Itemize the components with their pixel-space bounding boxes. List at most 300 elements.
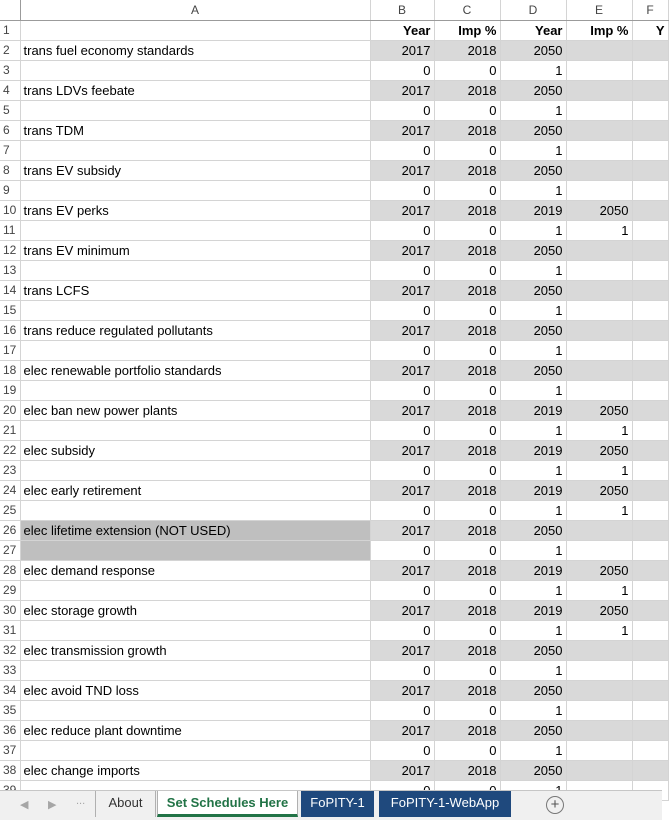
label-cell[interactable]: trans fuel economy standards xyxy=(20,40,370,60)
value-cell[interactable]: 2017 xyxy=(370,40,434,60)
value-cell[interactable]: 0 xyxy=(434,460,500,480)
label-cell[interactable] xyxy=(20,380,370,400)
row-number[interactable]: 30 xyxy=(0,600,20,620)
value-cell[interactable]: 0 xyxy=(434,420,500,440)
value-cell[interactable]: 2019 xyxy=(500,400,566,420)
value-cell[interactable]: 0 xyxy=(370,620,434,640)
row-number[interactable]: 35 xyxy=(0,700,20,720)
add-sheet-icon[interactable]: + xyxy=(546,796,564,814)
table-row xyxy=(0,440,668,460)
row-number[interactable]: 15 xyxy=(0,300,20,320)
label-cell[interactable]: elec ban new power plants xyxy=(20,400,370,420)
row-number[interactable]: 27 xyxy=(0,540,20,560)
tab-set-schedules-here[interactable]: Set Schedules Here xyxy=(157,791,298,817)
value-cell[interactable] xyxy=(632,720,668,740)
cell[interactable]: Y xyxy=(632,20,668,40)
value-cell[interactable]: 0 xyxy=(370,420,434,440)
value-cell[interactable]: 2050 xyxy=(566,440,632,460)
value-cell[interactable]: 2050 xyxy=(500,120,566,140)
value-cell[interactable]: 2018 xyxy=(434,480,500,500)
value-cell[interactable] xyxy=(632,420,668,440)
row-number[interactable]: 18 xyxy=(0,360,20,380)
value-cell[interactable]: 0 xyxy=(434,220,500,240)
value-cell[interactable]: 2018 xyxy=(434,240,500,260)
value-cell[interactable]: 2050 xyxy=(500,520,566,540)
value-cell[interactable] xyxy=(632,140,668,160)
value-cell[interactable]: 2017 xyxy=(370,400,434,420)
label-cell[interactable]: elec transmission growth xyxy=(20,640,370,660)
row-number[interactable]: 34 xyxy=(0,680,20,700)
value-cell[interactable] xyxy=(566,140,632,160)
value-cell[interactable]: 2017 xyxy=(370,320,434,340)
column-header-b[interactable]: B xyxy=(370,0,434,20)
value-cell[interactable] xyxy=(632,540,668,560)
row-number[interactable]: 8 xyxy=(0,160,20,180)
tab-fopity-1[interactable]: FoPITY-1 xyxy=(301,791,374,817)
value-cell[interactable] xyxy=(566,280,632,300)
cell[interactable]: Imp % xyxy=(566,20,632,40)
value-cell[interactable]: 2050 xyxy=(566,400,632,420)
value-cell[interactable] xyxy=(566,320,632,340)
value-cell[interactable] xyxy=(566,340,632,360)
value-cell[interactable] xyxy=(566,60,632,80)
value-cell[interactable]: 2018 xyxy=(434,320,500,340)
value-cell[interactable] xyxy=(632,40,668,60)
row-number[interactable]: 17 xyxy=(0,340,20,360)
value-cell[interactable]: 1 xyxy=(500,580,566,600)
label-cell[interactable] xyxy=(20,420,370,440)
label-cell[interactable] xyxy=(20,220,370,240)
label-cell[interactable]: trans EV perks xyxy=(20,200,370,220)
value-cell[interactable] xyxy=(566,720,632,740)
value-cell[interactable]: 0 xyxy=(370,140,434,160)
value-cell[interactable] xyxy=(566,100,632,120)
more-tabs-ellipsis[interactable]: ... xyxy=(76,795,86,807)
value-cell[interactable]: 2018 xyxy=(434,40,500,60)
value-cell[interactable] xyxy=(632,300,668,320)
label-cell[interactable] xyxy=(20,140,370,160)
value-cell[interactable]: 2050 xyxy=(566,200,632,220)
value-cell[interactable] xyxy=(632,380,668,400)
label-cell[interactable]: trans EV subsidy xyxy=(20,160,370,180)
label-cell[interactable]: trans reduce regulated pollutants xyxy=(20,320,370,340)
value-cell[interactable]: 1 xyxy=(500,740,566,760)
label-cell[interactable] xyxy=(20,60,370,80)
value-cell[interactable]: 2019 xyxy=(500,200,566,220)
row-number[interactable]: 28 xyxy=(0,560,20,580)
value-cell[interactable]: 2017 xyxy=(370,80,434,100)
value-cell[interactable] xyxy=(632,760,668,780)
value-cell[interactable]: 2018 xyxy=(434,160,500,180)
label-cell[interactable] xyxy=(20,620,370,640)
value-cell[interactable]: 2018 xyxy=(434,280,500,300)
value-cell[interactable]: 2018 xyxy=(434,120,500,140)
row-number[interactable]: 20 xyxy=(0,400,20,420)
value-cell[interactable] xyxy=(632,120,668,140)
value-cell[interactable]: 0 xyxy=(370,340,434,360)
table-row xyxy=(0,320,668,340)
value-cell[interactable]: 1 xyxy=(566,500,632,520)
value-cell[interactable]: 1 xyxy=(500,460,566,480)
row-number[interactable]: 1 xyxy=(0,20,20,40)
value-cell[interactable]: 1 xyxy=(500,660,566,680)
value-cell[interactable]: 1 xyxy=(500,180,566,200)
value-cell[interactable] xyxy=(632,500,668,520)
value-cell[interactable]: 1 xyxy=(500,100,566,120)
row-number[interactable]: 9 xyxy=(0,180,20,200)
value-cell[interactable] xyxy=(632,560,668,580)
row-number[interactable]: 29 xyxy=(0,580,20,600)
value-cell[interactable] xyxy=(566,300,632,320)
value-cell[interactable]: 2018 xyxy=(434,680,500,700)
value-cell[interactable] xyxy=(632,100,668,120)
cell[interactable]: Imp % xyxy=(434,20,500,40)
value-cell[interactable]: 0 xyxy=(370,100,434,120)
value-cell[interactable]: 2017 xyxy=(370,640,434,660)
value-cell[interactable]: 1 xyxy=(500,60,566,80)
table-row xyxy=(0,580,668,600)
value-cell[interactable] xyxy=(632,660,668,680)
value-cell[interactable]: 0 xyxy=(434,500,500,520)
label-cell[interactable]: elec demand response xyxy=(20,560,370,580)
row-number[interactable]: 7 xyxy=(0,140,20,160)
value-cell[interactable] xyxy=(632,220,668,240)
value-cell[interactable]: 2050 xyxy=(500,360,566,380)
value-cell[interactable]: 2017 xyxy=(370,120,434,140)
value-cell[interactable]: 0 xyxy=(370,300,434,320)
value-cell[interactable]: 0 xyxy=(370,580,434,600)
value-cell[interactable] xyxy=(632,680,668,700)
column-header-row xyxy=(0,0,668,20)
label-cell[interactable] xyxy=(20,740,370,760)
value-cell[interactable] xyxy=(566,360,632,380)
value-cell[interactable]: 1 xyxy=(500,420,566,440)
value-cell[interactable] xyxy=(566,180,632,200)
value-cell[interactable]: 0 xyxy=(434,300,500,320)
table-row xyxy=(0,300,668,320)
value-cell[interactable] xyxy=(632,180,668,200)
value-cell[interactable]: 2018 xyxy=(434,80,500,100)
column-header-c[interactable]: C xyxy=(434,0,500,20)
value-cell[interactable]: 0 xyxy=(370,500,434,520)
tab-about[interactable]: About xyxy=(95,791,156,817)
value-cell[interactable]: 2018 xyxy=(434,600,500,620)
table-row xyxy=(0,720,668,740)
value-cell[interactable] xyxy=(566,260,632,280)
value-cell[interactable] xyxy=(566,760,632,780)
value-cell[interactable]: 0 xyxy=(370,260,434,280)
value-cell[interactable]: 1 xyxy=(566,220,632,240)
value-cell[interactable]: 1 xyxy=(500,700,566,720)
table-row xyxy=(0,20,668,40)
label-cell[interactable]: elec early retirement xyxy=(20,480,370,500)
value-cell[interactable]: 2050 xyxy=(500,640,566,660)
value-cell[interactable] xyxy=(632,400,668,420)
value-cell[interactable]: 0 xyxy=(434,740,500,760)
table-row xyxy=(0,340,668,360)
value-cell[interactable]: 0 xyxy=(370,740,434,760)
value-cell[interactable]: 2018 xyxy=(434,760,500,780)
value-cell[interactable] xyxy=(632,260,668,280)
label-cell[interactable]: elec subsidy xyxy=(20,440,370,460)
value-cell[interactable] xyxy=(632,480,668,500)
row-number[interactable]: 13 xyxy=(0,260,20,280)
value-cell[interactable]: 2050 xyxy=(500,680,566,700)
value-cell[interactable]: 2019 xyxy=(500,440,566,460)
value-cell[interactable] xyxy=(632,700,668,720)
value-cell[interactable] xyxy=(566,80,632,100)
value-cell[interactable] xyxy=(632,280,668,300)
label-cell[interactable]: elec avoid TND loss xyxy=(20,680,370,700)
table-row xyxy=(0,160,668,180)
label-cell[interactable] xyxy=(20,540,370,560)
value-cell[interactable]: 2017 xyxy=(370,600,434,620)
value-cell[interactable]: 2050 xyxy=(500,40,566,60)
value-cell[interactable] xyxy=(566,120,632,140)
value-cell[interactable] xyxy=(632,740,668,760)
row-number[interactable]: 21 xyxy=(0,420,20,440)
value-cell[interactable]: 2018 xyxy=(434,200,500,220)
value-cell[interactable]: 0 xyxy=(370,180,434,200)
value-cell[interactable]: 2018 xyxy=(434,720,500,740)
value-cell[interactable]: 1 xyxy=(500,380,566,400)
value-cell[interactable] xyxy=(566,640,632,660)
value-cell[interactable]: 1 xyxy=(500,140,566,160)
value-cell[interactable]: 2050 xyxy=(500,760,566,780)
row-number[interactable]: 32 xyxy=(0,640,20,660)
label-cell[interactable]: trans EV minimum xyxy=(20,240,370,260)
value-cell[interactable] xyxy=(632,460,668,480)
value-cell[interactable]: 2019 xyxy=(500,560,566,580)
row-number[interactable]: 23 xyxy=(0,460,20,480)
value-cell[interactable]: 1 xyxy=(500,500,566,520)
row-number[interactable]: 4 xyxy=(0,80,20,100)
label-cell[interactable] xyxy=(20,580,370,600)
value-cell[interactable]: 2018 xyxy=(434,440,500,460)
row-number[interactable]: 31 xyxy=(0,620,20,640)
value-cell[interactable]: 2017 xyxy=(370,280,434,300)
value-cell[interactable]: 2017 xyxy=(370,760,434,780)
value-cell[interactable]: 2050 xyxy=(500,320,566,340)
value-cell[interactable] xyxy=(566,40,632,60)
label-cell[interactable] xyxy=(20,460,370,480)
cell[interactable]: Year xyxy=(500,20,566,40)
value-cell[interactable]: 2050 xyxy=(500,280,566,300)
value-cell[interactable] xyxy=(566,380,632,400)
tab-fopity-1-webapp[interactable]: FoPITY-1-WebApp xyxy=(379,791,511,817)
row-number[interactable]: 2 xyxy=(0,40,20,60)
value-cell[interactable]: 2050 xyxy=(566,480,632,500)
table-row xyxy=(0,600,668,620)
value-cell[interactable]: 1 xyxy=(500,220,566,240)
value-cell[interactable] xyxy=(566,540,632,560)
table-row xyxy=(0,760,668,780)
value-cell[interactable]: 2017 xyxy=(370,360,434,380)
value-cell[interactable]: 0 xyxy=(434,60,500,80)
label-cell[interactable] xyxy=(20,180,370,200)
label-cell[interactable] xyxy=(20,660,370,680)
row-number[interactable]: 38 xyxy=(0,760,20,780)
value-cell[interactable] xyxy=(632,620,668,640)
value-cell[interactable]: 2019 xyxy=(500,600,566,620)
value-cell[interactable] xyxy=(632,580,668,600)
label-cell[interactable] xyxy=(20,500,370,520)
value-cell[interactable] xyxy=(566,680,632,700)
value-cell[interactable] xyxy=(566,160,632,180)
value-cell[interactable]: 0 xyxy=(434,180,500,200)
row-number[interactable]: 10 xyxy=(0,200,20,220)
value-cell[interactable]: 0 xyxy=(434,100,500,120)
value-cell[interactable]: 2017 xyxy=(370,160,434,180)
scroll-tabs-left-icon[interactable]: ◀ xyxy=(20,799,29,811)
label-cell[interactable] xyxy=(20,700,370,720)
value-cell[interactable]: 2017 xyxy=(370,560,434,580)
value-cell[interactable]: 2017 xyxy=(370,720,434,740)
table-row xyxy=(0,420,668,440)
value-cell[interactable]: 2017 xyxy=(370,200,434,220)
table-row xyxy=(0,100,668,120)
scroll-tabs-right-icon[interactable]: ▶ xyxy=(48,799,57,811)
value-cell[interactable]: 2018 xyxy=(434,640,500,660)
label-cell[interactable] xyxy=(20,260,370,280)
value-cell[interactable] xyxy=(566,740,632,760)
value-cell[interactable]: 0 xyxy=(434,260,500,280)
row-number[interactable]: 24 xyxy=(0,480,20,500)
value-cell[interactable] xyxy=(566,240,632,260)
cell[interactable]: Year xyxy=(370,20,434,40)
value-cell[interactable]: 2017 xyxy=(370,240,434,260)
value-cell[interactable]: 1 xyxy=(500,340,566,360)
row-number[interactable]: 19 xyxy=(0,380,20,400)
value-cell[interactable] xyxy=(632,440,668,460)
label-cell[interactable] xyxy=(20,300,370,320)
value-cell[interactable]: 2018 xyxy=(434,400,500,420)
value-cell[interactable]: 1 xyxy=(566,580,632,600)
value-cell[interactable]: 2050 xyxy=(500,160,566,180)
value-cell[interactable]: 1 xyxy=(500,540,566,560)
value-cell[interactable]: 2018 xyxy=(434,560,500,580)
value-cell[interactable]: 0 xyxy=(434,140,500,160)
value-cell[interactable]: 2017 xyxy=(370,440,434,460)
value-cell[interactable] xyxy=(632,240,668,260)
label-cell[interactable]: elec storage growth xyxy=(20,600,370,620)
row-number[interactable]: 5 xyxy=(0,100,20,120)
column-header-a[interactable]: A xyxy=(20,0,370,20)
label-cell[interactable] xyxy=(20,340,370,360)
label-cell[interactable]: elec change imports xyxy=(20,760,370,780)
label-cell[interactable]: elec lifetime extension (NOT USED) xyxy=(20,520,370,540)
value-cell[interactable] xyxy=(632,60,668,80)
label-cell[interactable]: trans LCFS xyxy=(20,280,370,300)
value-cell[interactable] xyxy=(632,360,668,380)
value-cell[interactable]: 0 xyxy=(370,700,434,720)
select-all-corner[interactable] xyxy=(0,0,20,20)
value-cell[interactable] xyxy=(632,640,668,660)
value-cell[interactable]: 2017 xyxy=(370,680,434,700)
table-row xyxy=(0,260,668,280)
table-row xyxy=(0,360,668,380)
value-cell[interactable] xyxy=(566,660,632,680)
value-cell[interactable] xyxy=(632,520,668,540)
value-cell[interactable]: 1 xyxy=(500,620,566,640)
table-row xyxy=(0,380,668,400)
value-cell[interactable]: 0 xyxy=(370,460,434,480)
row-number[interactable]: 26 xyxy=(0,520,20,540)
row-number[interactable]: 37 xyxy=(0,740,20,760)
value-cell[interactable] xyxy=(632,320,668,340)
value-cell[interactable] xyxy=(632,160,668,180)
label-cell[interactable]: trans TDM xyxy=(20,120,370,140)
value-cell[interactable]: 0 xyxy=(434,660,500,680)
value-cell[interactable]: 1 xyxy=(566,620,632,640)
value-cell[interactable]: 2050 xyxy=(500,240,566,260)
value-cell[interactable]: 0 xyxy=(370,540,434,560)
row-number[interactable]: 3 xyxy=(0,60,20,80)
value-cell[interactable]: 0 xyxy=(434,380,500,400)
column-header-f[interactable]: F xyxy=(632,0,668,20)
row-number[interactable]: 25 xyxy=(0,500,20,520)
value-cell[interactable]: 0 xyxy=(434,700,500,720)
cell[interactable] xyxy=(20,20,370,40)
value-cell[interactable] xyxy=(632,340,668,360)
value-cell[interactable]: 2050 xyxy=(566,600,632,620)
value-cell[interactable] xyxy=(566,520,632,540)
value-cell[interactable]: 0 xyxy=(370,60,434,80)
value-cell[interactable]: 0 xyxy=(434,340,500,360)
label-cell[interactable]: elec renewable portfolio standards xyxy=(20,360,370,380)
row-number[interactable]: 11 xyxy=(0,220,20,240)
value-cell[interactable]: 1 xyxy=(500,260,566,280)
value-cell[interactable] xyxy=(632,200,668,220)
value-cell[interactable]: 2018 xyxy=(434,360,500,380)
row-number[interactable]: 33 xyxy=(0,660,20,680)
value-cell[interactable]: 2050 xyxy=(500,80,566,100)
value-cell[interactable] xyxy=(632,600,668,620)
value-cell[interactable]: 1 xyxy=(566,420,632,440)
row-number[interactable]: 16 xyxy=(0,320,20,340)
row-number[interactable]: 14 xyxy=(0,280,20,300)
value-cell[interactable]: 0 xyxy=(370,220,434,240)
table-row xyxy=(0,560,668,580)
row-number[interactable]: 6 xyxy=(0,120,20,140)
value-cell[interactable]: 2018 xyxy=(434,520,500,540)
value-cell[interactable]: 2019 xyxy=(500,480,566,500)
value-cell[interactable]: 0 xyxy=(370,380,434,400)
value-cell[interactable]: 1 xyxy=(566,460,632,480)
table-row xyxy=(0,640,668,660)
value-cell[interactable]: 2017 xyxy=(370,480,434,500)
value-cell[interactable]: 1 xyxy=(500,300,566,320)
value-cell[interactable]: 0 xyxy=(434,580,500,600)
value-cell[interactable]: 2017 xyxy=(370,520,434,540)
row-number[interactable]: 12 xyxy=(0,240,20,260)
value-cell[interactable] xyxy=(566,700,632,720)
column-header-d[interactable]: D xyxy=(500,0,566,20)
value-cell[interactable] xyxy=(632,80,668,100)
row-number[interactable]: 36 xyxy=(0,720,20,740)
row-number[interactable]: 22 xyxy=(0,440,20,460)
value-cell[interactable]: 0 xyxy=(370,660,434,680)
table-row xyxy=(0,400,668,420)
label-cell[interactable]: trans LDVs feebate xyxy=(20,80,370,100)
value-cell[interactable]: 0 xyxy=(434,620,500,640)
label-cell[interactable] xyxy=(20,100,370,120)
column-header-e[interactable]: E xyxy=(566,0,632,20)
label-cell[interactable]: elec reduce plant downtime xyxy=(20,720,370,740)
value-cell[interactable]: 2050 xyxy=(566,560,632,580)
value-cell[interactable]: 0 xyxy=(434,540,500,560)
value-cell[interactable]: 2050 xyxy=(500,720,566,740)
